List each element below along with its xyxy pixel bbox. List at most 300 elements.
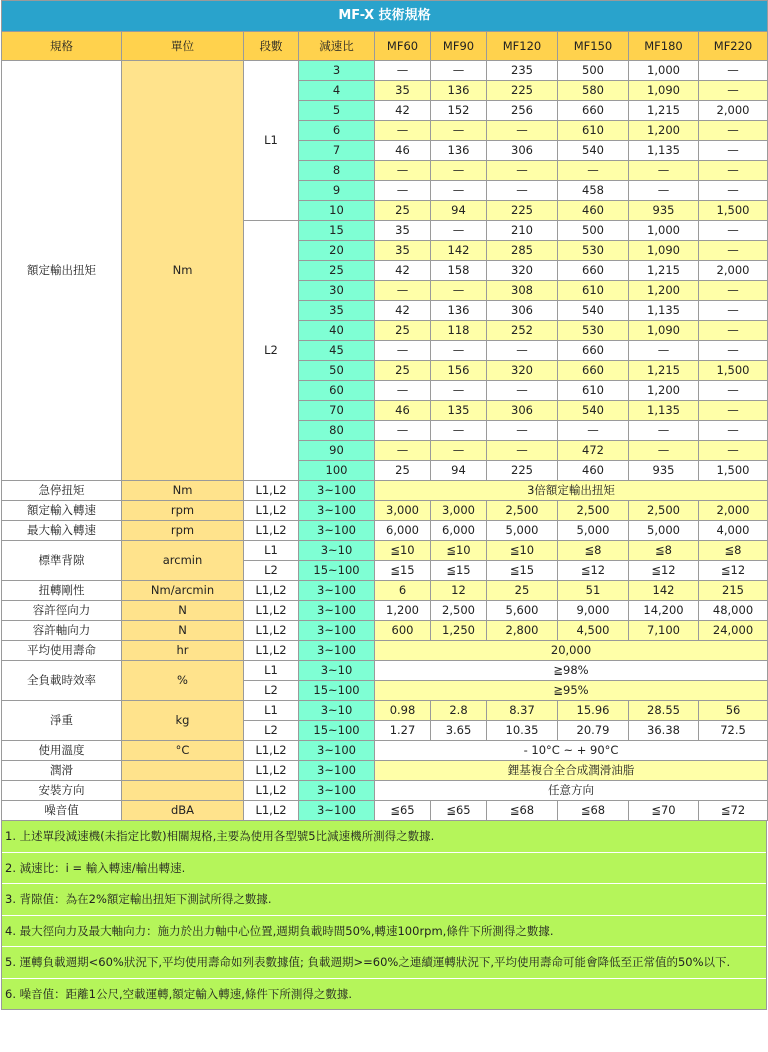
value-cell: 1,200 (629, 281, 699, 301)
spec-label: 噪音值 (2, 801, 122, 821)
value-cell: 2,000 (699, 101, 768, 121)
stage-cell: L2 (244, 221, 299, 481)
value-cell: 500 (558, 221, 629, 241)
value-cell: — (431, 441, 487, 461)
table-row (2, 521, 768, 541)
value-cell: — (558, 421, 629, 441)
ratio-cell: 3~100 (299, 641, 375, 661)
spec-unit: °C (122, 741, 244, 761)
value-cell: 1,500 (699, 461, 768, 481)
value-cell: ≦68 (558, 801, 629, 821)
value-cell: 2.8 (431, 701, 487, 721)
value-cell: ≦8 (699, 541, 768, 561)
value-cell: 42 (375, 261, 431, 281)
value-cell: — (699, 161, 768, 181)
value-cell: — (699, 321, 768, 341)
ratio-cell: 15 (299, 221, 375, 241)
stage-cell: L1 (244, 701, 299, 721)
value-cell: 156 (431, 361, 487, 381)
spec-unit: rpm (122, 521, 244, 541)
spec-label: 最大輸入轉速 (2, 521, 122, 541)
ratio-cell: 15~100 (299, 681, 375, 701)
value-cell: — (431, 161, 487, 181)
value-cell: 2,800 (487, 621, 558, 641)
value-cell: — (699, 281, 768, 301)
stage-cell: L1 (244, 541, 299, 561)
header-cell: 單位 (122, 32, 244, 61)
value-cell: ≦12 (629, 561, 699, 581)
value-cell: — (699, 181, 768, 201)
value-cell: 285 (487, 241, 558, 261)
value-cell: — (487, 441, 558, 461)
value-cell: 118 (431, 321, 487, 341)
value-cell: 56 (699, 701, 768, 721)
value-cell: — (487, 181, 558, 201)
value-cell: 51 (558, 581, 629, 601)
value-cell: 458 (558, 181, 629, 201)
value-cell: 225 (487, 461, 558, 481)
value-cell: — (487, 421, 558, 441)
spec-unit (122, 761, 244, 781)
spec-label: 平均使用壽命 (2, 641, 122, 661)
value-cell: — (699, 301, 768, 321)
spec-label: 安裝方向 (2, 781, 122, 801)
ratio-cell: 3~100 (299, 761, 375, 781)
value-cell: — (375, 121, 431, 141)
value-cell: 500 (558, 61, 629, 81)
value-cell: ≦12 (558, 561, 629, 581)
value-cell: 1,215 (629, 361, 699, 381)
table-row (2, 641, 768, 661)
value-cell: 1,200 (375, 601, 431, 621)
merged-value-cell: - 10°C ~ + 90°C (375, 741, 768, 761)
value-cell: 6 (375, 581, 431, 601)
stage-cell: L1,L2 (244, 481, 299, 501)
value-cell: 306 (487, 141, 558, 161)
spec-label: 淨重 (2, 701, 122, 741)
value-cell: 8.37 (487, 701, 558, 721)
value-cell: 7,100 (629, 621, 699, 641)
ratio-cell: 3~100 (299, 601, 375, 621)
merged-value-cell: ≧95% (375, 681, 768, 701)
value-cell: — (375, 441, 431, 461)
value-cell: ≦12 (699, 561, 768, 581)
value-cell: 1,135 (629, 401, 699, 421)
value-cell: 14,200 (629, 601, 699, 621)
value-cell: — (699, 441, 768, 461)
value-cell: 25 (487, 581, 558, 601)
spec-label: 全負載時效率 (2, 661, 122, 701)
header-row (2, 32, 768, 61)
value-cell: ≦10 (375, 541, 431, 561)
value-cell: 72.5 (699, 721, 768, 741)
value-cell: — (487, 341, 558, 361)
value-cell: 42 (375, 301, 431, 321)
spec-label: 急停扭矩 (2, 481, 122, 501)
spec-unit: rpm (122, 501, 244, 521)
value-cell: 215 (699, 581, 768, 601)
table-row (2, 661, 768, 681)
value-cell: — (431, 281, 487, 301)
value-cell: ≦15 (431, 561, 487, 581)
ratio-cell: 3~100 (299, 521, 375, 541)
value-cell: 152 (431, 101, 487, 121)
table-row (2, 781, 768, 801)
note-item: 5. 運轉負載週期<60%狀況下,平均使用壽命如列表數據值; 負載週期>=60%之連續運轉狀況下,平均使用壽命可能會降低至正常值的50%以下. (2, 946, 766, 978)
value-cell: 142 (431, 241, 487, 261)
value-cell: 12 (431, 581, 487, 601)
value-cell: 1,135 (629, 141, 699, 161)
value-cell: — (699, 81, 768, 101)
stage-cell: L2 (244, 561, 299, 581)
value-cell: 660 (558, 341, 629, 361)
note-item: 4. 最大徑向力及最大軸向力：施力於出力軸中心位置,週期負載時間50%,轉速100rpm,條件下所測得之數據. (2, 915, 766, 947)
table-row (2, 541, 768, 561)
spec-unit: hr (122, 641, 244, 661)
merged-value-cell: 20,000 (375, 641, 768, 661)
value-cell: — (699, 141, 768, 161)
value-cell: 580 (558, 81, 629, 101)
spec-table-body (2, 1, 768, 821)
value-cell: 1,090 (629, 81, 699, 101)
spec-label: 標準背隙 (2, 541, 122, 581)
spec-unit: Nm (122, 61, 244, 481)
ratio-cell: 70 (299, 401, 375, 421)
ratio-cell: 20 (299, 241, 375, 261)
value-cell: 610 (558, 381, 629, 401)
value-cell: ≦15 (375, 561, 431, 581)
merged-value-cell: 3倍額定輸出扭矩 (375, 481, 768, 501)
value-cell: 530 (558, 321, 629, 341)
value-cell: ≦68 (487, 801, 558, 821)
value-cell: — (629, 441, 699, 461)
ratio-cell: 3 (299, 61, 375, 81)
stage-cell: L1,L2 (244, 521, 299, 541)
stage-cell: L1 (244, 661, 299, 681)
value-cell: — (699, 121, 768, 141)
value-cell: — (629, 161, 699, 181)
value-cell: 94 (431, 201, 487, 221)
spec-label: 容許軸向力 (2, 621, 122, 641)
ratio-cell: 3~100 (299, 781, 375, 801)
value-cell: 256 (487, 101, 558, 121)
value-cell: 306 (487, 301, 558, 321)
stage-cell: L1,L2 (244, 781, 299, 801)
value-cell: 2,000 (699, 261, 768, 281)
value-cell: — (431, 181, 487, 201)
ratio-cell: 3~100 (299, 621, 375, 641)
value-cell: — (375, 181, 431, 201)
spec-unit: Nm (122, 481, 244, 501)
value-cell: 0.98 (375, 701, 431, 721)
value-cell: 25 (375, 321, 431, 341)
stage-cell: L2 (244, 721, 299, 741)
value-cell: 1.27 (375, 721, 431, 741)
ratio-cell: 8 (299, 161, 375, 181)
header-cell: MF120 (487, 32, 558, 61)
spec-label: 使用溫度 (2, 741, 122, 761)
ratio-cell: 3~100 (299, 501, 375, 521)
value-cell: 610 (558, 281, 629, 301)
value-cell: 460 (558, 461, 629, 481)
value-cell: — (699, 421, 768, 441)
spec-unit: kg (122, 701, 244, 741)
stage-cell: L1,L2 (244, 641, 299, 661)
value-cell: 306 (487, 401, 558, 421)
value-cell: 28.55 (629, 701, 699, 721)
ratio-cell: 40 (299, 321, 375, 341)
value-cell: 1,500 (699, 201, 768, 221)
value-cell: 1,250 (431, 621, 487, 641)
header-cell: MF90 (431, 32, 487, 61)
value-cell: 935 (629, 461, 699, 481)
value-cell: 600 (375, 621, 431, 641)
ratio-cell: 100 (299, 461, 375, 481)
value-cell: 1,215 (629, 101, 699, 121)
value-cell: 46 (375, 401, 431, 421)
value-cell: — (375, 281, 431, 301)
spec-unit (122, 781, 244, 801)
ratio-cell: 10 (299, 201, 375, 221)
value-cell: 158 (431, 261, 487, 281)
value-cell: — (375, 61, 431, 81)
value-cell: 3,000 (375, 501, 431, 521)
value-cell: 35 (375, 221, 431, 241)
value-cell: 660 (558, 261, 629, 281)
value-cell: 660 (558, 101, 629, 121)
ratio-cell: 3~10 (299, 541, 375, 561)
ratio-cell: 3~100 (299, 481, 375, 501)
value-cell: — (431, 381, 487, 401)
ratio-cell: 3~10 (299, 701, 375, 721)
table-row (2, 701, 768, 721)
value-cell: 320 (487, 361, 558, 381)
spec-label: 扭轉剛性 (2, 581, 122, 601)
value-cell: — (699, 61, 768, 81)
value-cell: — (558, 161, 629, 181)
stage-cell: L2 (244, 681, 299, 701)
value-cell: 3.65 (431, 721, 487, 741)
table-row (2, 481, 768, 501)
spec-unit: dBA (122, 801, 244, 821)
page-title: MF-X 技術規格 (2, 1, 768, 32)
table-row (2, 501, 768, 521)
value-cell: 4,500 (558, 621, 629, 641)
value-cell: — (375, 341, 431, 361)
header-cell: MF180 (629, 32, 699, 61)
stage-cell: L1,L2 (244, 741, 299, 761)
note-item: 2. 減速比：i = 輸入轉速/輸出轉速. (2, 852, 766, 884)
value-cell: ≦65 (375, 801, 431, 821)
value-cell: 5,000 (629, 521, 699, 541)
spec-unit: N (122, 621, 244, 641)
value-cell: — (629, 341, 699, 361)
ratio-cell: 6 (299, 121, 375, 141)
value-cell: ≦65 (431, 801, 487, 821)
ratio-cell: 4 (299, 81, 375, 101)
spec-label: 容許徑向力 (2, 601, 122, 621)
value-cell: 540 (558, 301, 629, 321)
value-cell: ≦8 (629, 541, 699, 561)
ratio-cell: 90 (299, 441, 375, 461)
header-cell: 減速比 (299, 32, 375, 61)
value-cell: 1,200 (629, 381, 699, 401)
value-cell: 1,000 (629, 221, 699, 241)
value-cell: — (629, 421, 699, 441)
value-cell: 530 (558, 241, 629, 261)
value-cell: 5,600 (487, 601, 558, 621)
value-cell: 1,200 (629, 121, 699, 141)
header-cell: MF60 (375, 32, 431, 61)
spec-sheet (1, 0, 767, 1010)
value-cell: — (629, 181, 699, 201)
value-cell: 1,215 (629, 261, 699, 281)
spec-unit: % (122, 661, 244, 701)
value-cell: ≦70 (629, 801, 699, 821)
value-cell: 2,500 (431, 601, 487, 621)
ratio-cell: 3~10 (299, 661, 375, 681)
value-cell: 5,000 (487, 521, 558, 541)
value-cell: 142 (629, 581, 699, 601)
value-cell: ≦10 (431, 541, 487, 561)
value-cell: 135 (431, 401, 487, 421)
value-cell: 225 (487, 81, 558, 101)
value-cell: 320 (487, 261, 558, 281)
header-cell: 規格 (2, 32, 122, 61)
spec-unit: N (122, 601, 244, 621)
value-cell: 9,000 (558, 601, 629, 621)
value-cell: 252 (487, 321, 558, 341)
stage-cell: L1,L2 (244, 621, 299, 641)
value-cell: 460 (558, 201, 629, 221)
header-cell: 段數 (244, 32, 299, 61)
stage-cell: L1,L2 (244, 601, 299, 621)
value-cell: — (699, 221, 768, 241)
value-cell: 35 (375, 241, 431, 261)
value-cell: — (375, 381, 431, 401)
spec-unit: arcmin (122, 541, 244, 581)
ratio-cell: 7 (299, 141, 375, 161)
value-cell: 136 (431, 141, 487, 161)
value-cell: — (699, 401, 768, 421)
spec-label: 額定輸出扭矩 (2, 61, 122, 481)
ratio-cell: 45 (299, 341, 375, 361)
ratio-cell: 5 (299, 101, 375, 121)
value-cell: 2,500 (629, 501, 699, 521)
value-cell: 1,090 (629, 241, 699, 261)
ratio-cell: 15~100 (299, 721, 375, 741)
ratio-cell: 25 (299, 261, 375, 281)
header-cell: MF220 (699, 32, 768, 61)
note-item: 3. 背隙值：為在2%額定輸出扭矩下測試所得之數據. (2, 883, 766, 915)
value-cell: 36.38 (629, 721, 699, 741)
value-cell: 1,090 (629, 321, 699, 341)
value-cell: — (699, 381, 768, 401)
merged-value-cell: 任意方向 (375, 781, 768, 801)
value-cell: — (487, 161, 558, 181)
value-cell: 308 (487, 281, 558, 301)
ratio-cell: 3~100 (299, 581, 375, 601)
value-cell: — (699, 341, 768, 361)
note-item: 1. 上述單段減速機(未指定比數)相關規格,主要為使用各型號5比減速機所測得之數據. (5, 829, 435, 843)
value-cell: 2,500 (558, 501, 629, 521)
value-cell: 225 (487, 201, 558, 221)
value-cell: 94 (431, 461, 487, 481)
value-cell: — (487, 381, 558, 401)
spec-label: 潤滑 (2, 761, 122, 781)
ratio-cell: 80 (299, 421, 375, 441)
table-row (2, 61, 768, 81)
value-cell: 42 (375, 101, 431, 121)
value-cell: — (431, 221, 487, 241)
value-cell: — (699, 241, 768, 261)
notes-panel (1, 821, 767, 1010)
value-cell: — (375, 161, 431, 181)
spec-unit: Nm/arcmin (122, 581, 244, 601)
value-cell: 3,000 (431, 501, 487, 521)
value-cell: 935 (629, 201, 699, 221)
value-cell: 210 (487, 221, 558, 241)
spec-label: 額定輸入轉速 (2, 501, 122, 521)
ratio-cell: 35 (299, 301, 375, 321)
value-cell: — (487, 121, 558, 141)
value-cell: 5,000 (558, 521, 629, 541)
value-cell: — (431, 121, 487, 141)
ratio-cell: 3~100 (299, 801, 375, 821)
ratio-cell: 3~100 (299, 741, 375, 761)
value-cell: 10.35 (487, 721, 558, 741)
value-cell: 1,000 (629, 61, 699, 81)
merged-value-cell: 鋰基複合全合成潤滑油脂 (375, 761, 768, 781)
table-row (2, 581, 768, 601)
ratio-cell: 50 (299, 361, 375, 381)
value-cell: 540 (558, 141, 629, 161)
value-cell: 610 (558, 121, 629, 141)
value-cell: 540 (558, 401, 629, 421)
value-cell: 15.96 (558, 701, 629, 721)
value-cell: 235 (487, 61, 558, 81)
value-cell: — (431, 421, 487, 441)
value-cell: 48,000 (699, 601, 768, 621)
value-cell: 25 (375, 201, 431, 221)
value-cell: 25 (375, 461, 431, 481)
value-cell: 2,500 (487, 501, 558, 521)
table-row (2, 621, 768, 641)
table-row (2, 601, 768, 621)
value-cell: — (431, 341, 487, 361)
ratio-cell: 60 (299, 381, 375, 401)
title-row (2, 1, 768, 32)
stage-cell: L1 (244, 61, 299, 221)
merged-value-cell: ≧98% (375, 661, 768, 681)
value-cell: 20.79 (558, 721, 629, 741)
stage-cell: L1,L2 (244, 581, 299, 601)
value-cell: ≦8 (558, 541, 629, 561)
value-cell: 35 (375, 81, 431, 101)
value-cell: 24,000 (699, 621, 768, 641)
stage-cell: L1,L2 (244, 801, 299, 821)
value-cell: 472 (558, 441, 629, 461)
value-cell: 25 (375, 361, 431, 381)
value-cell: ≦10 (487, 541, 558, 561)
value-cell: 2,000 (699, 501, 768, 521)
value-cell: 136 (431, 81, 487, 101)
value-cell: 660 (558, 361, 629, 381)
ratio-cell: 15~100 (299, 561, 375, 581)
spec-table (1, 0, 768, 821)
value-cell: 4,000 (699, 521, 768, 541)
stage-cell: L1,L2 (244, 761, 299, 781)
